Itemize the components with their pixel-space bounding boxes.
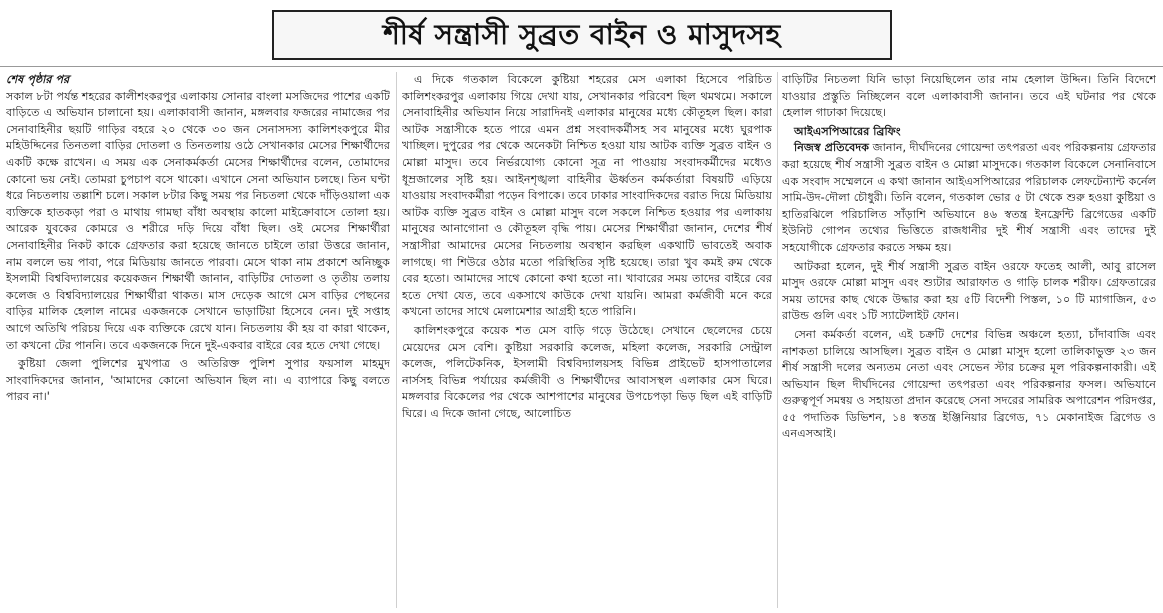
paragraph: কালিশংকপুরে কয়েক শত মেস বাড়ি গড়ে উঠেছে। সেখানে ছেলেদের চেয়ে মেয়েদের মেস বেশি। কুষ্টিয়া সরকারি কলেজ, মহিলা কলেজ, সরকারি সেন্ট্রাল কলেজ, পলিটেকনিক, ইসলামী বিশ্ববিদ্যালয়সহ বিভিন্ন প্রাইভেট হাসপাতালের নার্সসহ বিভিন্ন পর্যায়ের কর্মজীবী ও শিক্ষার্থীদের আবাসস্থল এলাকার মেস ঘিরে। মঙ্গলবার বিকেলের পর থেকে আশপাশের মানুষের উপচেপড়া ভিড় ছিল এই বাড়িটি ঘিরে। এ দিকে জানা গেছে, আলোচিত xyxy=(402,323,772,420)
paragraph: কুষ্টিয়া জেলা পুলিশের মুখপাত্র ও অতিরিক্ত পুলিশ সুপার ফয়সাল মাহমুদ সাংবাদিকদের জানান, 'আমাদের কোনো অভিযান ছিল না। এ ব্যাপারে কিছু বলতে পারব না।' xyxy=(6,357,390,404)
article-column-2 xyxy=(402,72,772,608)
paragraph: এ দিকে গতকাল বিকেলে কুষ্টিয়া শহরের মেস এলাকা হিসেবে পরিচিত কালিশংকরপুর এলাকায় গিয়ে দেখা যায়, সেখানকার পরিবেশ ছিল থমথমে। সকালে সেনাবাহিনীর অভিযান নিয়ে সারাদিনই এলাকার মানুষের মধ্যে কৌতূহল ছিল। কারা আটক সন্ত্রাসীকে হতে পারে এমন প্রশ্ন সংবাদকর্মীসহ সব মানুষের মধ্যে ঘুরপাক খাচ্ছিল। দুপুরের পর থেকে অনেকটা নিশ্চিত হওয়া যায় আটক ব্যক্তি সুব্রত বাইন ও মোল্লা মাসুদ। তবে নির্ভরযোগ্য কোনো সূত্র না পাওয়ায় সংবাদকর্মীদের মধ্যেও ধূম্রজালের সৃষ্টি হয়। আইনশৃঙ্খলা বাহিনীর ঊর্ধ্বতন কর্মকর্তারা বিষয়টি এড়িয়ে যাওয়ায় সংবাদকর্মীরা পড়েন বিপাকে। তবে ঢাকার সাংবাদিকদের বরাত দিয়ে মিডিয়ায় আটক ব্যক্তি সুব্রত বাইন ও মোল্লা মাসুদ বলে সকলে নিশ্চিত হওয়ার পর এলাকায় মানুষের আনাগোনা ও কৌতূহল বৃদ্ধি পায়। মেসের শিক্ষার্থীরা জানান, দেশের শীর্ষ সন্ত্রাসীরা আমাদের মেসের নিচতলায় অবস্থান করছিল একথাটি ভাবতেই অবাক লাগছে। গা শিউরে ওঠার মতো পরিস্থিতির সৃষ্টি হয়েছে। তারা খুব কমই রুম থেকে বের হতো। আমাদের সাথে কোনো কথা হতো না। খাবারের সময় তাদের বাইরে বের হতে দেখা যেত, তবে একসাথে কাউকে দেখা যায়নি। আমরা কর্মজীবী মনে করে কখনো তাদের সাথে মেলামেশার আগ্রহী হতে পারিনি। xyxy=(402,73,772,319)
continued-label: শেষ পৃষ্ঠার পর xyxy=(6,73,70,86)
headline-divider xyxy=(0,66,1163,67)
headline-box xyxy=(272,10,892,60)
article-column-3 xyxy=(782,72,1156,608)
headline: শীর্ষ সন্ত্রাসী সুব্রত বাইন ও মাসুদসহ xyxy=(383,18,781,51)
byline-paragraph xyxy=(782,140,1156,256)
paragraph: সেনা কর্মকর্তা বলেন, এই চক্রটি দেশের বিভিন্ন অঞ্চলে হত্যা, চাঁদাবাজি এবং নাশকতা চালিয়ে আসছিল। সুব্রত বাইন ও মোল্লা মাসুদ হলো তালিকাভুক্ত ২৩ জন শীর্ষ সন্ত্রাসী দলের অন্যতম নেতা এবং সেভেন স্টার চক্রের মূল পরিকল্পনাকারী। এই অভিযান ছিল দীর্ঘদিনের গোয়েন্দা তৎপরতা এবং পরিকল্পনার ফসল। অভিযানে গুরুত্বপূর্ণ সমন্বয় ও সহায়তা প্রদান করেছে সেনা সদরের সামরিক অপারেশন পরিদপ্তর, ৫৫ পদাতিক ডিভিশন, ১৪ স্বতন্ত্র ইঞ্জিনিয়ার ব্রিগেড, ৭১ মেকানাইজ ব্রিগেড ও এনএসআই। xyxy=(782,327,1156,441)
paragraph: আটকরা হলেন, দুই শীর্ষ সন্ত্রাসী সুব্রত বাইন ওরফে ফতেহ আলী, আবু রাসেল মাসুদ ওরফে মোল্লা মাসুদ এবং শ্যুটার আরাফাত ও গাড়ি চালক শরীফ। গ্রেফতারের সময় তাদের কাছ থেকে উদ্ধার করা হয় ৫টি বিদেশী পিস্তল, ১০ টি ম্যাগাজিন, ৫৩ রাউন্ড গুলি এবং ১টি স্যাটেলাইট ফোন। xyxy=(782,259,1156,323)
paragraph: বাড়িটির নিচতলা যিনি ভাড়া নিয়েছিলেন তার নাম হেলাল উদ্দিন। তিনি বিদেশে যাওয়ার প্রস্তুতি নিচ্ছিলেন বলে এলাকাবাসী জানান। তবে এই ঘটনার পর থেকে হেলাল গাঢাকা দিয়েছে। xyxy=(782,73,1156,120)
column-divider xyxy=(777,72,778,608)
article-column-1 xyxy=(6,72,390,608)
byline: নিজস্ব প্রতিবেদক xyxy=(794,141,870,155)
byline-text: জানান, দীর্ঘদিনের গোয়েন্দা তৎপরতা এবং পরিকল্পনায় গ্রেফতার করা হয়েছে শীর্ষ সন্ত্রাসী সুব্রত বাইন ও মোল্লা মাসুদকে। গতকাল বিকেলে সেনানিবাসে এক সংবাদ সম্মেলনে এ কথা জানান আইএসপিআরের পরিচালক লেফটেন্যান্ট কর্নেল সামি-উদ-দৌলা চৌধুরী। তিনি বলেন, গতকাল ভোর ৫ টা থেকে শুরু হওয়া কুষ্টিয়া ও হাতিরঝিলে পরিচালিত সাঁড়াশি অভিযানে ৪৬ স্বতন্ত্র ইনফ্রেন্টি ব্রিগেডের একটি ইউনিট গোপন তথ্যের ভিত্তিতে রাজধানীর দুই শীর্ষ সন্ত্রাসী এবং তাদের দুই সহযোগীকে গ্রেফতার করতে সক্ষম হয়। xyxy=(782,141,1156,254)
column-divider xyxy=(396,72,397,608)
paragraph: সকাল ৮টা পর্যন্ত শহরের কালীশংকরপুর এলাকায় সোনার বাংলা মসজিদের পাশের একটি বাড়িতে এ অভিযান চালানো হয়। এলাকাবাসী জানান, মঙ্গলবার ফজরের নামাজের পর সেনাবাহিনীর ছয়টি গাড়ির বহরে ২০ থেকে ৩০ জন সেনাসদস্য কালিশংকপুরে মীর মহিউদ্দিনের তিনতলা বাড়ির দোতলা ও তিনতলায় ওঠে সেখানকার মেসের শিক্ষার্থীদের একটি কক্ষে রাখেন। এ সময় এক সেনাকর্মকর্তা মেসের শিক্ষার্থীদের বলেন, তোমাদের কোনো ভয় নেই। তোমরা চুপচাপ বসে থাকো। এখানে সেনা অভিযান চলছে। তিন ঘণ্টা ধরে নিচতলায় তল্লাশি চলে। সকাল ৮টার কিছু সময় পর নিচতলা থেকে দাঁড়িওয়ালা এক ব্যক্তিকে হাতকড়া পরা ও মাথায় গামছা বাঁধা অবস্থায় কালো মাইক্রোবাসে তোলা হয়। আরেক যুবকের কোমরে ও শরীরে দড়ি দিয়ে বাঁধা ছিল। ওই মেসের শিক্ষার্থীরা সেনাবাহিনীর নিকট কাকে গ্রেফতার করা হয়েছে জানতে চাইলে তারা উত্তরে জানান, নাম বললে ভয় পাবা, পরে মিডিয়ায় জানতে পারবা। মেসে থাকা নাম প্রকাশে অনিচ্ছুক ইসলামী বিশ্ববিদ্যালয়ের কয়েকজন শিক্ষার্থী জানান, বাড়িটির দোতলা ও তৃতীয় তলায় কলেজ ও বিশ্ববিদ্যালয়ের শিক্ষার্থীরা থাকত। মাস দেড়েক আগে মেস বাড়ির পেছনের বাড়ির মালিক হেলাল নামের একজনকে সেখানে ভাড়াটিয়া হিসেবে নেন। দুই সপ্তাহ আগে অতিথি পরিচয় দিয়ে এক ব্যক্তিকে রেখে যান। নিচতলায় কী হয় বা কারা থাকেন, তা কখনো টের পাননি। তবে একজনকে দিনে দুই-একবার বাইরে বের হতে দেখা গেছে। xyxy=(6,89,390,352)
subheading: আইএসপিআরের ব্রিফিং xyxy=(794,124,901,138)
